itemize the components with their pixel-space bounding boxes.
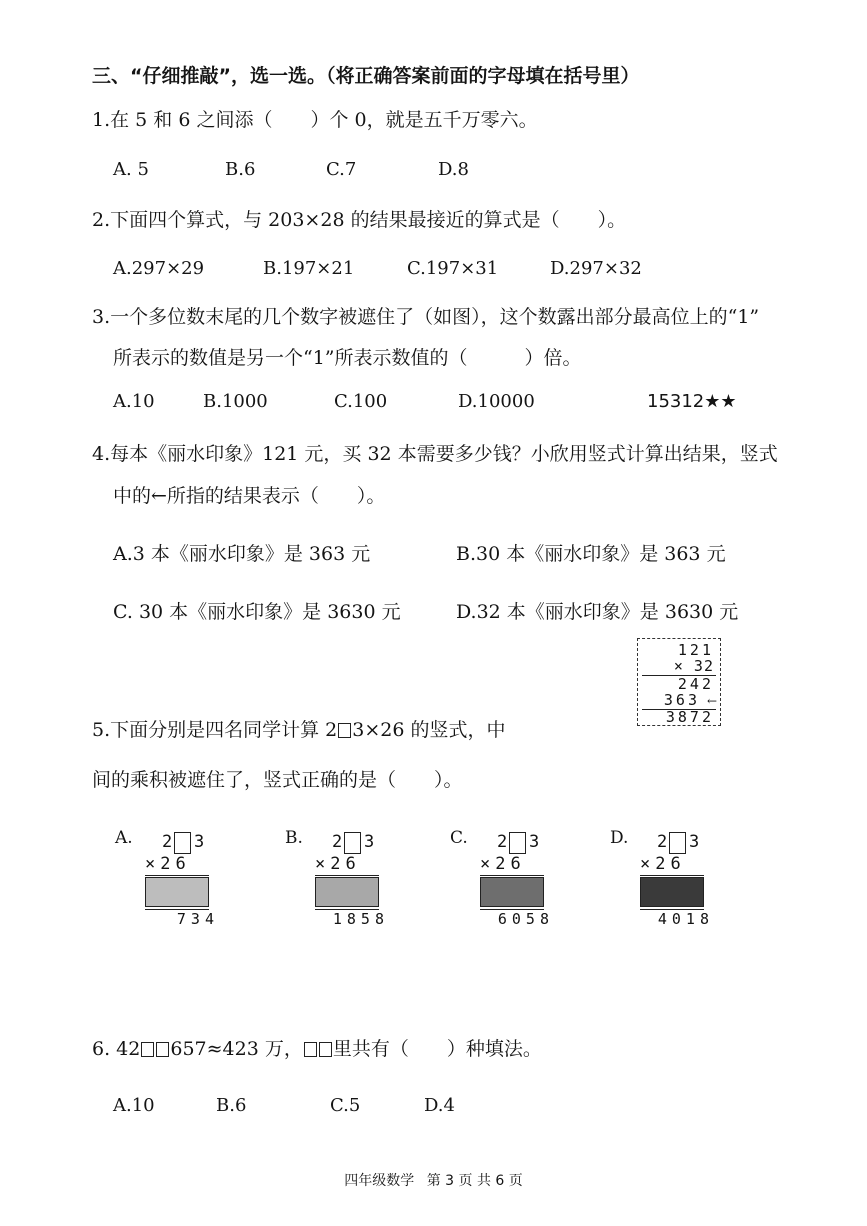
figure-digit-right: 3 [364, 832, 375, 852]
q6-stem-part2: 657≈423 万， [170, 1038, 303, 1060]
q6-option-d: D.4 [424, 1095, 455, 1116]
figure-multiplier: ×26 [145, 854, 191, 874]
q3-option-a: A.10 [113, 391, 155, 412]
q5-stem-part2: 3×26 的竖式，中 [352, 719, 506, 741]
q3-masked-number: 15312★★ [647, 391, 737, 412]
q5-stem-line2: 间的乘积被遮住了，竖式正确的是（ ）。 [92, 769, 463, 791]
q5-figure-d [610, 828, 720, 928]
blank-box-icon [141, 1042, 154, 1057]
blank-box-icon [669, 832, 686, 854]
q3-option-b: B.1000 [203, 391, 268, 412]
q4-option-c: C. 30 本《丽水印象》是 3630 元 [113, 601, 401, 623]
figure-result: 1858 [332, 910, 389, 928]
q2-option-c: C.197×31 [407, 258, 499, 279]
q1-option-c: C.7 [326, 159, 357, 180]
figure-digit-left: 2 [657, 832, 668, 852]
q3-stem-line1: 3.一个多位数末尾的几个数字被遮住了（如图），这个数露出部分最高位上的“1” [92, 306, 760, 328]
q1-option-d: D.8 [438, 159, 469, 180]
footer-subject: 四年级数学 [344, 1173, 415, 1189]
q6-stem-part3: 里共有（ ）种填法。 [332, 1038, 542, 1060]
q6-option-a: A.10 [113, 1095, 155, 1116]
figure-digit-right: 3 [529, 832, 540, 852]
figure-rule [315, 875, 379, 876]
q5-figure-b [285, 828, 395, 928]
figure-digit-left: 2 [332, 832, 343, 852]
q1-option-b: B.6 [225, 159, 256, 180]
masked-product-area [315, 877, 379, 907]
q1-stem: 1.在 5 和 6 之间添（ ）个 0，就是五千万零六。 [92, 109, 538, 131]
q5-stem-line1 [92, 718, 506, 742]
figure-result: 6058 [497, 910, 554, 928]
vertical-multiplier: × 32 [673, 657, 714, 675]
q6-option-c: C.5 [330, 1095, 361, 1116]
blank-box-icon [509, 832, 526, 854]
vertical-multiplicand: 121 [677, 641, 714, 659]
blank-box-icon [338, 723, 351, 738]
figure-label: B. [285, 828, 303, 848]
masked-product-area [480, 877, 544, 907]
figure-digit-right: 3 [194, 832, 205, 852]
q2-option-d: D.297×32 [550, 258, 642, 279]
q5-figure-c [450, 828, 560, 928]
figure-digit-right: 3 [689, 832, 700, 852]
q4-option-a: A.3 本《丽水印象》是 363 元 [113, 543, 371, 565]
blank-box-icon [344, 832, 361, 854]
q3-option-c: C.100 [334, 391, 388, 412]
masked-product-area [145, 877, 209, 907]
blank-box-icon [304, 1042, 317, 1057]
q3-stem-line2: 所表示的数值是另一个“1”所表示数值的（ ）倍。 [113, 347, 582, 369]
figure-label: D. [610, 828, 629, 848]
figure-multiplier: ×26 [640, 854, 686, 874]
q3-option-d: D.10000 [458, 391, 535, 412]
q2-stem: 2.下面四个算式，与 203×28 的结果最接近的算式是（ ）。 [92, 209, 627, 231]
figure-rule [640, 875, 704, 876]
q4-stem-line1: 4.每本《丽水印象》121 元，买 32 本需要多少钱？小欣用竖式计算出结果，竖式 [92, 443, 778, 465]
q2-option-a: A.297×29 [113, 258, 205, 279]
vertical-partial-1: 242 [677, 675, 714, 693]
q6-stem-part1: 6. 42 [92, 1038, 141, 1060]
section-heading: 三、“仔细推敲”，选一选。（将正确答案前面的字母填在括号里） [92, 65, 640, 87]
pointer-arrow-icon: ← [706, 694, 717, 708]
blank-box-icon [174, 832, 191, 854]
page-footer [0, 1170, 867, 1190]
q1-option-a: A. 5 [113, 159, 149, 180]
q6-stem [92, 1037, 542, 1061]
q4-option-b: B.30 本《丽水印象》是 363 元 [456, 543, 726, 565]
q4-vertical-multiplication [637, 638, 721, 726]
figure-result: 4018 [657, 910, 714, 928]
q5-figure-a [115, 828, 225, 928]
figure-label: C. [450, 828, 468, 848]
vertical-product: 3872 [665, 708, 714, 726]
vertical-partial-2: 363 [663, 691, 700, 709]
figure-result: 734 [176, 910, 219, 928]
q6-option-b: B.6 [216, 1095, 247, 1116]
footer-page-number: 第 3 页 共 6 页 [426, 1173, 523, 1189]
figure-multiplier: ×26 [480, 854, 526, 874]
masked-product-area [640, 877, 704, 907]
figure-digit-left: 2 [162, 832, 173, 852]
q2-option-b: B.197×21 [263, 258, 355, 279]
figure-rule [145, 875, 209, 876]
blank-box-icon [156, 1042, 169, 1057]
figure-label: A. [115, 828, 133, 848]
q4-option-d: D.32 本《丽水印象》是 3630 元 [456, 601, 739, 623]
figure-digit-left: 2 [497, 832, 508, 852]
q4-stem-line2: 中的←所指的结果表示（ ）。 [113, 485, 386, 507]
figure-rule [480, 875, 544, 876]
blank-box-icon [319, 1042, 332, 1057]
figure-multiplier: ×26 [315, 854, 361, 874]
q5-stem-part1: 5.下面分别是四名同学计算 2 [92, 719, 338, 741]
